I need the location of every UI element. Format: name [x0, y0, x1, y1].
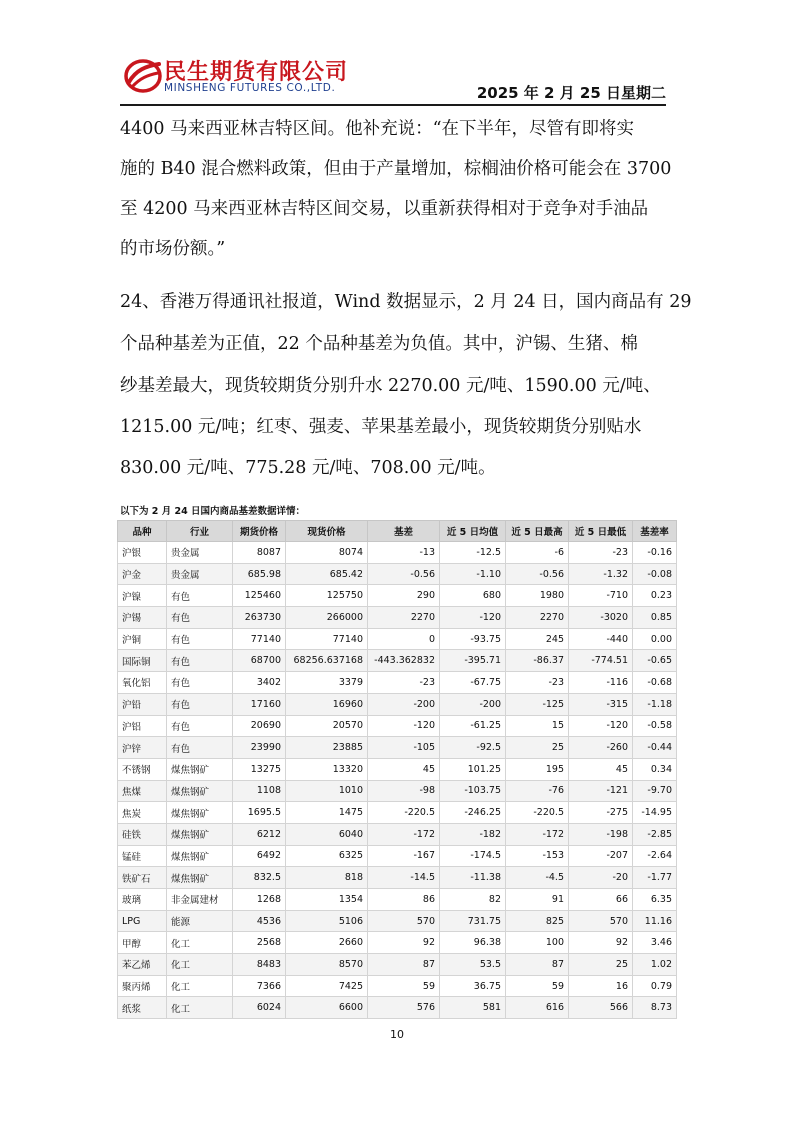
table-cell: -11.38	[440, 867, 506, 889]
table-cell: 1475	[286, 802, 368, 824]
table-cell: -98	[368, 780, 440, 802]
table-cell: -200	[440, 693, 506, 715]
table-cell: 1980	[506, 585, 569, 607]
table-cell: -207	[569, 845, 633, 867]
table-cell: -2.85	[633, 823, 677, 845]
table-cell: 576	[368, 997, 440, 1019]
table-cell: -182	[440, 823, 506, 845]
text-line: 个品种基差为正值，22 个品种基差为负值。其中，沪锡、生猪、棉	[120, 334, 638, 354]
logo-chinese-name: 民生期货有限公司	[164, 60, 349, 85]
logo-english-name: MINSHENG FUTURES CO.,LTD.	[164, 82, 336, 94]
table-cell: 101.25	[440, 758, 506, 780]
table-cell: 16	[569, 975, 633, 997]
table-cell: LPG	[118, 910, 167, 932]
table-cell: 6024	[233, 997, 286, 1019]
table-cell: 7425	[286, 975, 368, 997]
table-cell: -121	[569, 780, 633, 802]
table-cell: -92.5	[440, 737, 506, 759]
column-header: 基差率	[633, 521, 677, 542]
table-cell: 23990	[233, 737, 286, 759]
table-cell: 1108	[233, 780, 286, 802]
table-cell: 6600	[286, 997, 368, 1019]
table-cell: 266000	[286, 607, 368, 629]
table-cell: -76	[506, 780, 569, 802]
table-cell: 66	[569, 889, 633, 911]
table-cell: 不锈钢	[118, 758, 167, 780]
table-cell: 3402	[233, 672, 286, 694]
header-divider	[120, 104, 666, 106]
table-cell: 125460	[233, 585, 286, 607]
table-cell: -105	[368, 737, 440, 759]
table-cell: 68700	[233, 650, 286, 672]
table-cell: 6040	[286, 823, 368, 845]
table-cell: 沪金	[118, 563, 167, 585]
text-line: 至 4200 马来西亚林吉特区间交易，以重新获得相对于竞争对手油品	[120, 199, 649, 219]
table-cell: 有色	[167, 693, 233, 715]
table-row	[118, 715, 677, 737]
table-cell: 玻璃	[118, 889, 167, 911]
table-cell: 沪锡	[118, 607, 167, 629]
table-cell: -246.25	[440, 802, 506, 824]
table-cell: 1268	[233, 889, 286, 911]
table-cell: -200	[368, 693, 440, 715]
table-row	[118, 607, 677, 629]
table-cell: 化工	[167, 932, 233, 954]
table-cell: 23885	[286, 737, 368, 759]
table-cell: 91	[506, 889, 569, 911]
table-cell: -103.75	[440, 780, 506, 802]
table-cell: 苯乙烯	[118, 954, 167, 976]
table-row	[118, 910, 677, 932]
table-cell: -0.16	[633, 542, 677, 564]
table-cell: -220.5	[506, 802, 569, 824]
table-cell: 16960	[286, 693, 368, 715]
table-cell: 570	[569, 910, 633, 932]
table-cell: -0.56	[506, 563, 569, 585]
table-cell: 8483	[233, 954, 286, 976]
table-cell: 化工	[167, 975, 233, 997]
table-cell: -172	[506, 823, 569, 845]
table-cell: 有色	[167, 715, 233, 737]
text-line: 24、香港万得通讯社报道，Wind 数据显示，2 月 24 日，国内商品有 29	[120, 292, 692, 312]
table-cell: 煤焦钢矿	[167, 845, 233, 867]
table-header-row	[118, 521, 677, 542]
table-cell: 685.98	[233, 563, 286, 585]
table-cell: 290	[368, 585, 440, 607]
text-line: 1215.00 元/吨；红枣、强麦、苹果基差最小，现货较期货分别贴水	[120, 417, 642, 437]
table-cell: 0	[368, 628, 440, 650]
table-cell: -4.5	[506, 867, 569, 889]
table-cell: -153	[506, 845, 569, 867]
table-row	[118, 650, 677, 672]
table-cell: 25	[506, 737, 569, 759]
text-line: 施的 B40 混合燃料政策，但由于产量增加，棕榈油价格可能会在 3700	[120, 159, 672, 179]
text-line: 的市场份额。”	[120, 239, 226, 259]
table-cell: -2.64	[633, 845, 677, 867]
table-cell: 煤焦钢矿	[167, 780, 233, 802]
table-cell: -0.08	[633, 563, 677, 585]
table-cell: 3379	[286, 672, 368, 694]
table-cell: 36.75	[440, 975, 506, 997]
table-cell: 有色	[167, 607, 233, 629]
table-cell: 0.85	[633, 607, 677, 629]
table-cell: -23	[506, 672, 569, 694]
table-cell: -710	[569, 585, 633, 607]
table-cell: 焦煤	[118, 780, 167, 802]
table-cell: 氧化铝	[118, 672, 167, 694]
table-row	[118, 737, 677, 759]
table-cell: 煤焦钢矿	[167, 867, 233, 889]
table-cell: 77140	[233, 628, 286, 650]
table-cell: -13	[368, 542, 440, 564]
table-row	[118, 758, 677, 780]
table-cell: 13320	[286, 758, 368, 780]
table-cell: 825	[506, 910, 569, 932]
table-cell: -93.75	[440, 628, 506, 650]
table-cell: 锰硅	[118, 845, 167, 867]
table-cell: 581	[440, 997, 506, 1019]
table-cell: -0.68	[633, 672, 677, 694]
table-cell: -1.77	[633, 867, 677, 889]
table-cell: 6212	[233, 823, 286, 845]
table-cell: -1.10	[440, 563, 506, 585]
table-cell: 1354	[286, 889, 368, 911]
table-row	[118, 693, 677, 715]
table-cell: 680	[440, 585, 506, 607]
table-cell: 化工	[167, 954, 233, 976]
column-header: 现货价格	[286, 521, 368, 542]
table-cell: 0.23	[633, 585, 677, 607]
table-cell: -260	[569, 737, 633, 759]
table-cell: 59	[506, 975, 569, 997]
table-cell: 616	[506, 997, 569, 1019]
text-line: 830.00 元/吨、775.28 元/吨、708.00 元/吨。	[120, 458, 496, 478]
table-cell: -23	[569, 542, 633, 564]
table-cell: 731.75	[440, 910, 506, 932]
table-row	[118, 628, 677, 650]
table-cell: 6325	[286, 845, 368, 867]
table-cell: 92	[368, 932, 440, 954]
table-row	[118, 780, 677, 802]
table-cell: 96.38	[440, 932, 506, 954]
table-cell: 沪镍	[118, 585, 167, 607]
table-cell: 有色	[167, 672, 233, 694]
table-cell: 1.02	[633, 954, 677, 976]
table-cell: 甲醇	[118, 932, 167, 954]
table-row	[118, 802, 677, 824]
minsheng-logo-icon	[124, 56, 162, 96]
table-cell: -1.18	[633, 693, 677, 715]
table-cell: 17160	[233, 693, 286, 715]
table-cell: 1010	[286, 780, 368, 802]
table-row	[118, 975, 677, 997]
table-row	[118, 867, 677, 889]
table-cell: 沪铅	[118, 693, 167, 715]
table-cell: 沪铝	[118, 715, 167, 737]
table-cell: -120	[368, 715, 440, 737]
table-cell: -0.56	[368, 563, 440, 585]
table-cell: -174.5	[440, 845, 506, 867]
table-cell: 能源	[167, 910, 233, 932]
table-cell: -61.25	[440, 715, 506, 737]
table-cell: 有色	[167, 650, 233, 672]
column-header: 近 5 日最高	[506, 521, 569, 542]
table-row	[118, 932, 677, 954]
table-cell: -1.32	[569, 563, 633, 585]
text-line: 纱基差最大，现货较期货分别升水 2270.00 元/吨、1590.00 元/吨、	[120, 376, 661, 396]
table-cell: 聚丙烯	[118, 975, 167, 997]
table-cell: 832.5	[233, 867, 286, 889]
table-cell: -125	[506, 693, 569, 715]
table-cell: -23	[368, 672, 440, 694]
table-cell: 贵金属	[167, 563, 233, 585]
table-cell: 硅铁	[118, 823, 167, 845]
text-line: 4400 马来西亚林吉特区间。他补充说：“在下半年，尽管有即将实	[120, 119, 635, 139]
table-cell: 沪锌	[118, 737, 167, 759]
table-cell: 59	[368, 975, 440, 997]
table-cell: 6.35	[633, 889, 677, 911]
page-number: 10	[390, 1028, 404, 1041]
table-cell: 6492	[233, 845, 286, 867]
table-cell: 25	[569, 954, 633, 976]
table-cell: 0.34	[633, 758, 677, 780]
company-logo	[120, 52, 380, 102]
table-cell: 818	[286, 867, 368, 889]
table-row	[118, 585, 677, 607]
table-cell: 685.42	[286, 563, 368, 585]
table-row	[118, 563, 677, 585]
basis-data-table	[117, 520, 677, 1019]
table-cell: 2660	[286, 932, 368, 954]
page-header	[120, 52, 666, 106]
table-cell: -120	[440, 607, 506, 629]
table-cell: 125750	[286, 585, 368, 607]
table-cell: 有色	[167, 737, 233, 759]
table-cell: -443.362832	[368, 650, 440, 672]
table-cell: -395.71	[440, 650, 506, 672]
table-cell: 20690	[233, 715, 286, 737]
table-cell: 2270	[368, 607, 440, 629]
table-cell: 13275	[233, 758, 286, 780]
table-cell: -67.75	[440, 672, 506, 694]
table-cell: 45	[569, 758, 633, 780]
table-cell: 100	[506, 932, 569, 954]
table-cell: 15	[506, 715, 569, 737]
table-cell: 87	[368, 954, 440, 976]
table-cell: 8087	[233, 542, 286, 564]
column-header: 品种	[118, 521, 167, 542]
table-cell: 沪铜	[118, 628, 167, 650]
table-cell: 焦炭	[118, 802, 167, 824]
table-cell: 贵金属	[167, 542, 233, 564]
table-cell: -275	[569, 802, 633, 824]
table-cell: 国际铜	[118, 650, 167, 672]
table-cell: 2568	[233, 932, 286, 954]
table-cell: 8.73	[633, 997, 677, 1019]
table-cell: -198	[569, 823, 633, 845]
table-cell: 4536	[233, 910, 286, 932]
table-cell: 化工	[167, 997, 233, 1019]
table-cell: 8074	[286, 542, 368, 564]
table-cell: 1695.5	[233, 802, 286, 824]
table-cell: 铁矿石	[118, 867, 167, 889]
table-cell: -6	[506, 542, 569, 564]
table-cell: 77140	[286, 628, 368, 650]
table-cell: 570	[368, 910, 440, 932]
table-row	[118, 997, 677, 1019]
table-row	[118, 889, 677, 911]
table-cell: -86.37	[506, 650, 569, 672]
column-header: 基差	[368, 521, 440, 542]
table-cell: -9.70	[633, 780, 677, 802]
table-cell: 8570	[286, 954, 368, 976]
table-cell: 566	[569, 997, 633, 1019]
table-cell: 纸浆	[118, 997, 167, 1019]
table-cell: -20	[569, 867, 633, 889]
table-row	[118, 823, 677, 845]
report-date: 2025 年 2 月 25 日星期二	[476, 84, 666, 102]
table-row	[118, 672, 677, 694]
table-cell: -12.5	[440, 542, 506, 564]
table-cell: -116	[569, 672, 633, 694]
table-cell: 86	[368, 889, 440, 911]
table-cell: -0.65	[633, 650, 677, 672]
table-cell: 煤焦钢矿	[167, 758, 233, 780]
table-cell: 263730	[233, 607, 286, 629]
table-cell: 87	[506, 954, 569, 976]
table-cell: 有色	[167, 585, 233, 607]
table-cell: 7366	[233, 975, 286, 997]
table-cell: 煤焦钢矿	[167, 802, 233, 824]
table-cell: -172	[368, 823, 440, 845]
table-cell: 5106	[286, 910, 368, 932]
table-cell: -315	[569, 693, 633, 715]
table-cell: -440	[569, 628, 633, 650]
table-row	[118, 845, 677, 867]
table-cell: 195	[506, 758, 569, 780]
table-cell: -167	[368, 845, 440, 867]
column-header: 期货价格	[233, 521, 286, 542]
table-cell: 沪银	[118, 542, 167, 564]
table-cell: -3020	[569, 607, 633, 629]
table-row	[118, 954, 677, 976]
table-cell: -14.5	[368, 867, 440, 889]
table-cell: 68256.637168	[286, 650, 368, 672]
table-caption: 以下为 2 月 24 日国内商品基差数据详情：	[120, 506, 306, 517]
column-header: 行业	[167, 521, 233, 542]
table-cell: 0.00	[633, 628, 677, 650]
table-row	[118, 542, 677, 564]
table-cell: 2270	[506, 607, 569, 629]
table-cell: 有色	[167, 628, 233, 650]
table-cell: -14.95	[633, 802, 677, 824]
table-cell: 3.46	[633, 932, 677, 954]
column-header: 近 5 日均值	[440, 521, 506, 542]
table-cell: -220.5	[368, 802, 440, 824]
table-cell: 245	[506, 628, 569, 650]
table-cell: -774.51	[569, 650, 633, 672]
table-cell: 20570	[286, 715, 368, 737]
table-cell: 53.5	[440, 954, 506, 976]
table-cell: 92	[569, 932, 633, 954]
table-cell: -0.44	[633, 737, 677, 759]
table-cell: 0.79	[633, 975, 677, 997]
table-cell: 非金属建材	[167, 889, 233, 911]
table-cell: 11.16	[633, 910, 677, 932]
table-cell: -120	[569, 715, 633, 737]
table-cell: 煤焦钢矿	[167, 823, 233, 845]
column-header: 近 5 日最低	[569, 521, 633, 542]
table-cell: 45	[368, 758, 440, 780]
table-cell: -0.58	[633, 715, 677, 737]
table-body	[118, 542, 677, 1019]
table-cell: 82	[440, 889, 506, 911]
